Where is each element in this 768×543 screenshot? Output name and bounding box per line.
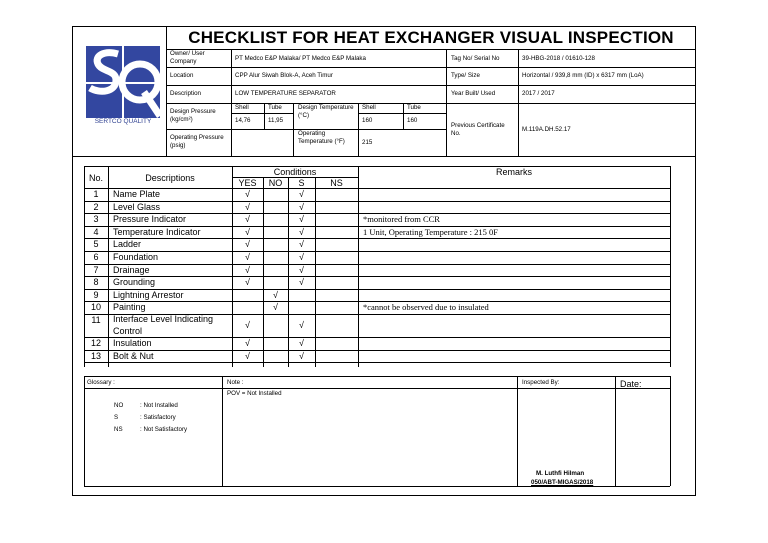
owner-value: PT Medco E&P Malaka/ PT Medco E&P Malaka: [235, 55, 366, 62]
inspector-name: M. Luthfi Hilman: [536, 470, 585, 477]
header-divider: [264, 103, 265, 129]
tag-value: 39-HBG-2018 / 01610-128: [522, 55, 595, 62]
header-divider: [358, 103, 359, 156]
note-label: Note :: [227, 379, 244, 386]
s-check: √: [299, 214, 304, 225]
yes-check: √: [245, 252, 250, 262]
header-divider: [518, 49, 519, 156]
footer-divider: [222, 376, 223, 486]
row-description: Painting: [113, 302, 146, 313]
row-number: 3: [93, 214, 99, 225]
yes-check: √: [245, 189, 250, 199]
header-divider: [231, 49, 232, 156]
logo-text: SERTCO QUALITY: [94, 118, 152, 125]
table-border: [670, 166, 671, 367]
date-label: Date:: [620, 379, 642, 389]
inspector-id: 050/ABT-MIGAS/2018: [531, 479, 594, 486]
description-label: Description: [170, 90, 201, 97]
row-number: 7: [93, 264, 99, 275]
row-number: 9: [93, 289, 99, 300]
table-row: [84, 301, 670, 314]
glossary-meaning: : Not Installed: [140, 402, 178, 409]
tag-label: Tag No/ Serial No: [451, 55, 500, 62]
year-value: 2017 / 2017: [522, 90, 555, 97]
table-row: [84, 289, 670, 302]
yes-check: √: [245, 338, 250, 348]
header-divider: [293, 103, 294, 156]
s-check: √: [299, 320, 304, 330]
row-number: 8: [93, 277, 99, 288]
sertco-logo: [82, 44, 164, 122]
row-description: Pressure Indicator: [113, 214, 187, 225]
row-number: 13: [90, 350, 101, 361]
row-number: 10: [90, 302, 101, 313]
row-number: 2: [93, 201, 99, 212]
col-no-header: No.: [88, 173, 103, 183]
s-check: √: [299, 277, 304, 288]
dp-tube-value: 11,95: [268, 117, 284, 124]
footer-divider: [84, 376, 85, 486]
table-row: [84, 337, 670, 350]
row-description: Insulation: [113, 338, 152, 348]
glossary-meaning: : Satisfactory: [140, 414, 176, 421]
owner-label: Owner/ User Company: [170, 50, 205, 65]
year-label: Year Built/ Used: [451, 90, 496, 97]
dp-shell-label: Shell: [235, 104, 249, 111]
table-row: [84, 213, 670, 226]
no-check: √: [273, 302, 278, 313]
type-label: Type/ Size: [451, 72, 480, 79]
footer-divider: [84, 388, 670, 389]
header-divider: [166, 67, 696, 68]
table-row: [84, 188, 670, 201]
row-description: Grounding: [113, 277, 156, 288]
note-text: POV = Not Installed: [227, 390, 282, 397]
row-description: Bolt & Nut: [113, 350, 154, 361]
previous-cert-label: Previous Certificate No.: [451, 122, 505, 137]
s-check: √: [299, 350, 304, 361]
yes-check: √: [245, 239, 250, 250]
glossary-meaning: : Not Satisfactory: [140, 426, 188, 433]
design-temp-label: Design Temperature (°C): [298, 104, 354, 119]
yes-check: √: [245, 226, 250, 237]
no-check: √: [273, 289, 278, 300]
row-description: Interface Level Indicating Control: [113, 314, 214, 336]
dt-tube-label: Tube: [407, 104, 421, 111]
dt-tube-value: 160: [407, 117, 418, 124]
col-s-header: S: [298, 178, 305, 188]
previous-cert-value: M.119A.DH.52.17: [522, 126, 571, 133]
col-yes-header: YES: [238, 178, 257, 188]
header-divider: [72, 156, 696, 157]
page-title: CHECKLIST FOR HEAT EXCHANGER VISUAL INSPECTION: [188, 28, 674, 47]
col-conditions-header: Conditions: [273, 167, 317, 177]
dp-tube-label: Tube: [268, 104, 282, 111]
row-description: Ladder: [113, 239, 142, 250]
design-pressure-label: Design Pressure (kg/cm²): [170, 108, 216, 123]
row-remark: 1 Unit, Operating Temperature : 215 0F: [363, 226, 498, 237]
table-row: [84, 350, 670, 363]
header-divider: [358, 113, 446, 114]
header-divider: [446, 49, 447, 156]
yes-check: √: [245, 264, 250, 275]
row-description: Level Glass: [113, 201, 161, 212]
yes-check: √: [245, 214, 250, 225]
row-number: 1: [93, 189, 99, 199]
col-desc-header: Descriptions: [145, 173, 195, 183]
description-value: LOW TEMPERATURE SEPARATOR: [235, 90, 336, 97]
table-row: [84, 314, 670, 337]
table-row: [84, 264, 670, 277]
location-label: Location: [170, 72, 194, 79]
glossary-code: NO: [114, 402, 124, 409]
operating-temp-value: 215: [362, 139, 373, 146]
row-description: Name Plate: [113, 189, 161, 199]
col-remarks-header: Remarks: [495, 167, 532, 177]
header-divider: [166, 26, 167, 156]
footer-divider: [517, 376, 518, 486]
table-row: [84, 226, 670, 239]
col-no-cond-header: NO: [268, 178, 283, 188]
footer-divider: [84, 376, 670, 377]
header-divider: [166, 49, 696, 50]
footer-divider: [670, 376, 671, 486]
dp-shell-value: 14,76: [235, 117, 251, 124]
row-number: 4: [93, 226, 99, 237]
row-number: 12: [90, 338, 101, 348]
logo-graphic: [82, 44, 164, 122]
s-check: √: [299, 226, 304, 237]
dt-shell-value: 160: [362, 117, 373, 124]
glossary-code: S: [114, 414, 119, 421]
header-divider: [231, 113, 293, 114]
dt-shell-label: Shell: [362, 104, 376, 111]
header-divider: [166, 85, 696, 86]
type-value: Horizontal / 939,8 mm (ID) x 6317 mm (LoA): [522, 72, 644, 79]
row-remark: *monitored from CCR: [363, 214, 440, 225]
glossary-label: Glossary :: [87, 379, 115, 386]
s-check: √: [299, 239, 304, 250]
s-check: √: [299, 264, 304, 275]
s-check: √: [299, 338, 304, 348]
row-description: Drainage: [113, 264, 150, 275]
table-row: [84, 201, 670, 214]
s-check: √: [299, 201, 304, 212]
glossary-code: NS: [114, 426, 123, 433]
row-remark: *cannot be observed due to insulated: [363, 302, 489, 313]
row-description: Foundation: [113, 252, 159, 262]
s-check: √: [299, 189, 304, 199]
inspected-by-label: Inspected By:: [522, 379, 560, 386]
yes-check: √: [245, 350, 250, 361]
yes-check: √: [245, 320, 250, 330]
row-number: 11: [91, 315, 101, 325]
row-number: 6: [93, 252, 99, 262]
operating-temp-label: Operating Temperature (°F): [298, 130, 345, 145]
footer-divider: [615, 376, 616, 486]
yes-check: √: [245, 277, 250, 288]
header-divider: [403, 103, 404, 129]
row-number: 5: [93, 239, 99, 250]
yes-check: √: [245, 201, 250, 212]
row-description: Lightning Arrestor: [113, 289, 184, 300]
col-ns-header: NS: [330, 178, 343, 188]
table-row: [84, 238, 670, 251]
s-check: √: [299, 252, 304, 262]
operating-pressure-label: Operating Pressure (psig): [170, 134, 224, 149]
table-row: [84, 276, 670, 289]
table-row: [84, 251, 670, 264]
row-description: Temperature Indicator: [113, 226, 201, 237]
location-value: CPP Alur Siwah Blok-A, Aceh Timur: [235, 72, 333, 79]
